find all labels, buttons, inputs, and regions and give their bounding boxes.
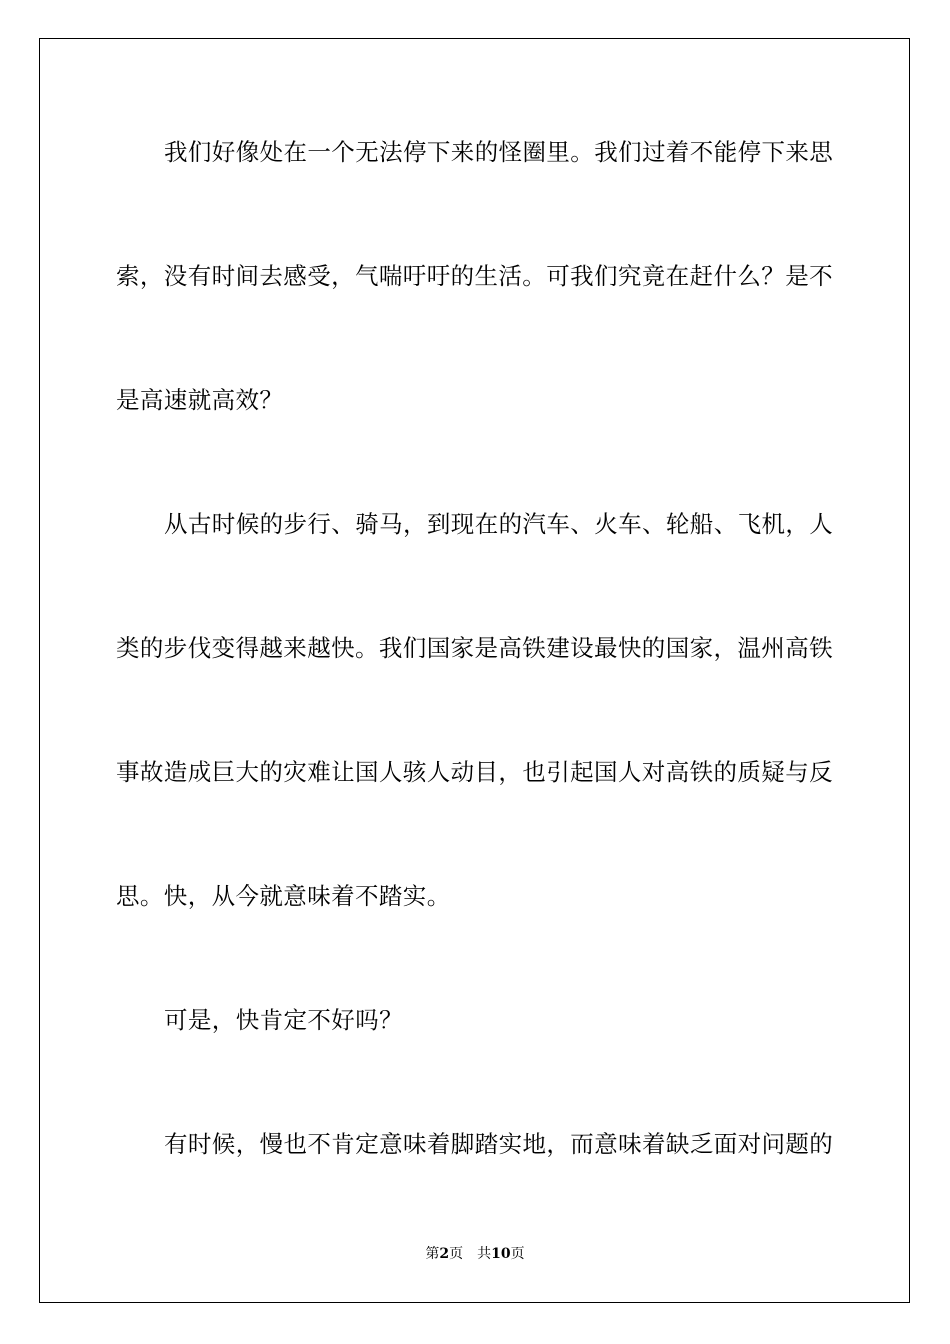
paragraph-2-line-2: 类的步伐变得越来越快。我们国家是高铁建设最快的国家，温州高铁 — [116, 634, 833, 662]
page-number-suffix: 页 — [449, 1246, 464, 1262]
current-page-number: 2 — [439, 1246, 450, 1262]
paragraph-2-line-4: 思。快，从今就意味着不踏实。 — [116, 882, 451, 910]
page-footer — [0, 1244, 950, 1264]
paragraph-2-line-3: 事故造成巨大的灾难让国人骇人动目，也引起国人对高铁的质疑与反 — [116, 758, 833, 786]
total-pages-suffix: 页 — [510, 1246, 525, 1262]
total-pages-number: 10 — [491, 1246, 511, 1262]
paragraph-1-line-3: 是高速就高效？ — [116, 386, 284, 414]
paragraph-1-line-2: 索，没有时间去感受，气喘吁吁的生活。可我们究竟在赶什么？是不 — [116, 262, 833, 290]
paragraph-3-line-1: 可是，快肯定不好吗？ — [164, 1006, 403, 1034]
page-border — [39, 38, 910, 1303]
paragraph-2-line-1: 从古时候的步行、骑马，到现在的汽车、火车、轮船、飞机，人 — [164, 510, 834, 538]
paragraph-1-line-1: 我们好像处在一个无法停下来的怪圈里。我们过着不能停下来思 — [164, 138, 834, 166]
paragraph-4-line-1: 有时候，慢也不肯定意味着脚踏实地，而意味着缺乏面对问题的 — [164, 1130, 834, 1158]
total-pages-prefix: 共 — [477, 1246, 492, 1262]
page-number-prefix: 第 — [425, 1246, 440, 1262]
